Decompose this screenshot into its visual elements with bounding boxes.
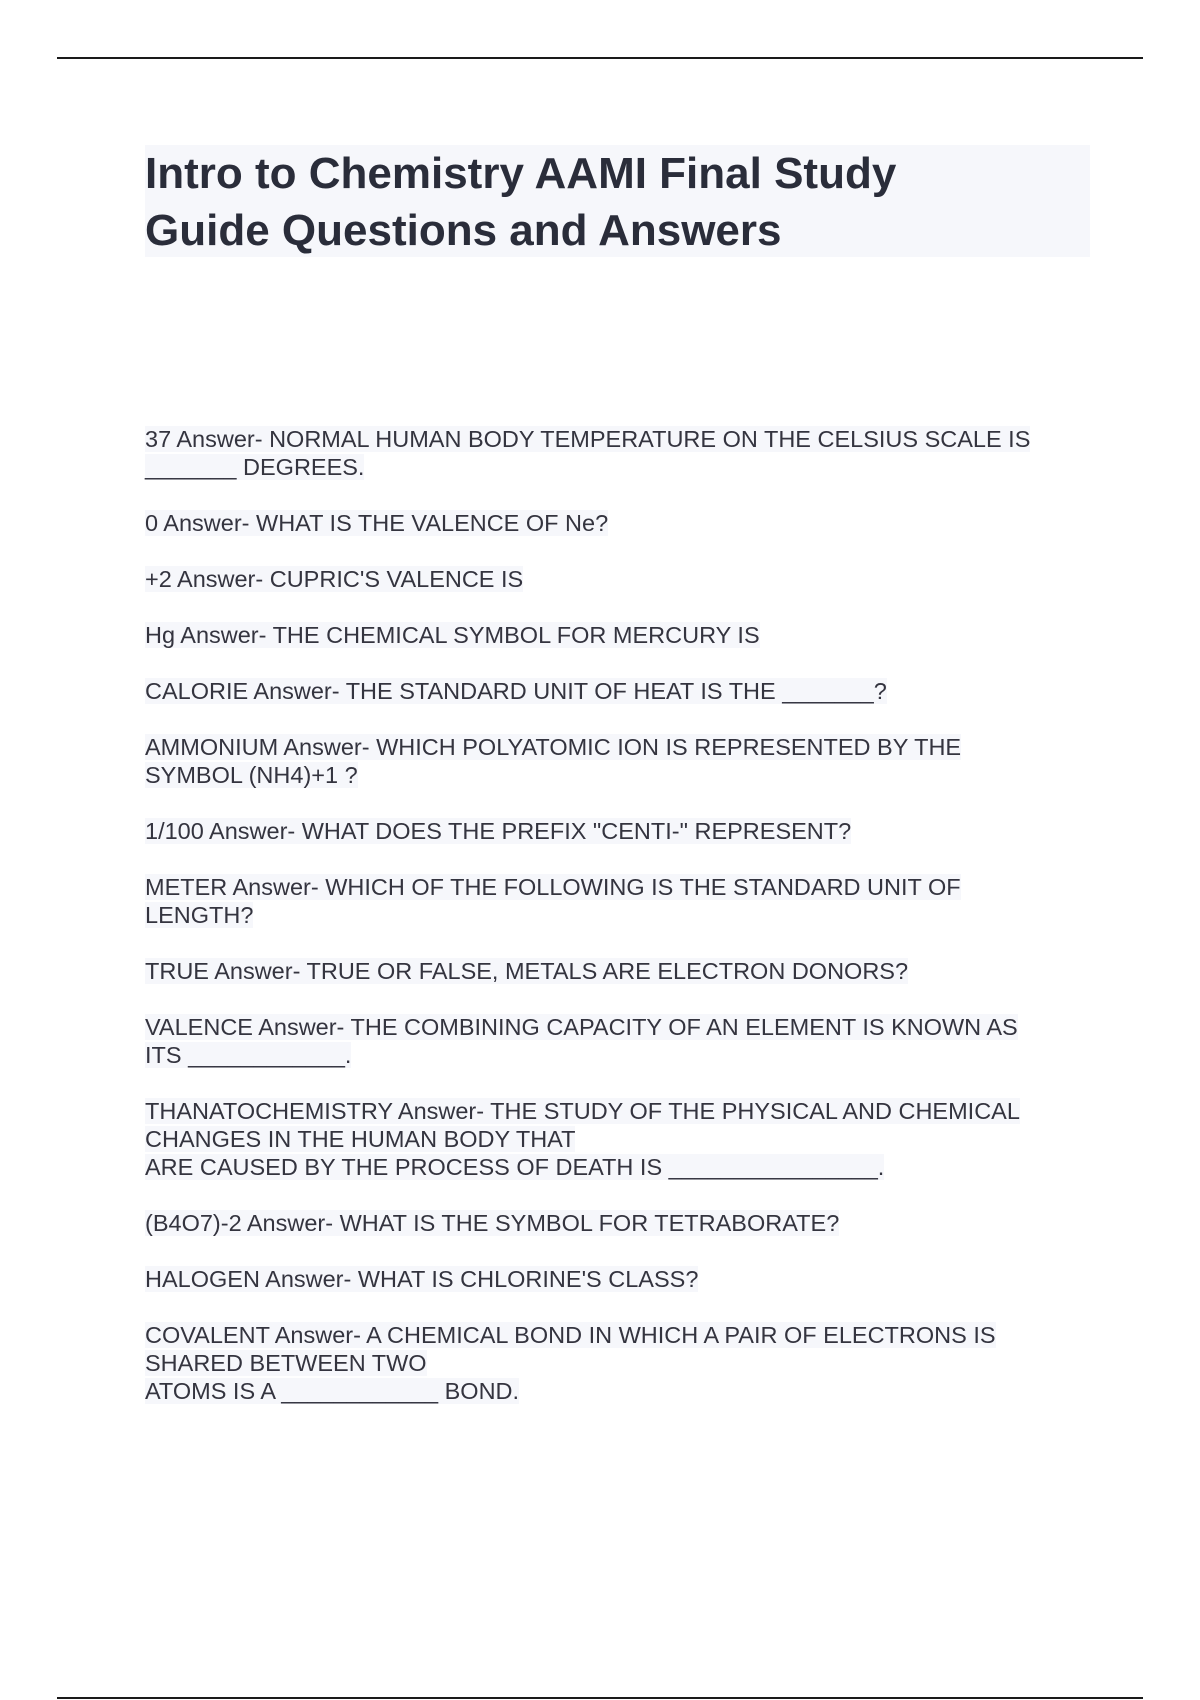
title-block [145,145,1090,257]
qa-list [145,425,1090,1433]
qa-item [145,1321,1090,1405]
qa-item [145,677,1090,705]
qa-text: AMMONIUM Answer- WHICH POLYATOMIC ION IS REPRESENTED BY THE SYMBOL (NH4)+1 ? [145,734,962,788]
footer-rule [57,1697,1143,1699]
qa-text: +2 Answer- CUPRIC'S VALENCE IS [145,566,524,592]
qa-text: TRUE Answer- TRUE OR FALSE, METALS ARE ELECTRON DONORS? [145,958,909,984]
qa-item [145,957,1090,985]
qa-text: 1/100 Answer- WHAT DOES THE PREFIX "CENTI-" REPRESENT? [145,818,852,844]
qa-item [145,1097,1090,1181]
qa-item [145,425,1090,481]
qa-text: COVALENT Answer- A CHEMICAL BOND IN WHICH A PAIR OF ELECTRONS IS SHARED BETWEEN TWO ATOMS IS A ____________ BOND. [145,1322,996,1404]
qa-item [145,1265,1090,1293]
qa-item [145,873,1090,929]
qa-text: THANATOCHEMISTRY Answer- THE STUDY OF THE PHYSICAL AND CHEMICAL CHANGES IN THE HUMAN BODY THAT ARE CAUSED BY THE PROCESS OF DEATH IS ________________. [145,1098,1020,1180]
qa-item [145,509,1090,537]
page-title: Intro to Chemistry AAMI Final Study Guide Questions and Answers [145,149,897,255]
qa-text: HALOGEN Answer- WHAT IS CHLORINE'S CLASS? [145,1266,699,1292]
qa-item [145,817,1090,845]
qa-text: Hg Answer- THE CHEMICAL SYMBOL FOR MERCURY IS [145,622,760,648]
qa-item [145,1013,1090,1069]
qa-item [145,565,1090,593]
qa-text: CALORIE Answer- THE STANDARD UNIT OF HEAT IS THE _______? [145,678,887,704]
qa-item [145,733,1090,789]
qa-text: 0 Answer- WHAT IS THE VALENCE OF Ne? [145,510,609,536]
qa-item [145,621,1090,649]
qa-text: VALENCE Answer- THE COMBINING CAPACITY OF AN ELEMENT IS KNOWN AS ITS ____________. [145,1014,1018,1068]
qa-text: (B4O7)-2 Answer- WHAT IS THE SYMBOL FOR TETRABORATE? [145,1210,840,1236]
header-rule [57,57,1143,59]
qa-text: 37 Answer- NORMAL HUMAN BODY TEMPERATURE ON THE CELSIUS SCALE IS _______ DEGREES. [145,426,1031,480]
qa-item [145,1209,1090,1237]
qa-text: METER Answer- WHICH OF THE FOLLOWING IS THE STANDARD UNIT OF LENGTH? [145,874,961,928]
